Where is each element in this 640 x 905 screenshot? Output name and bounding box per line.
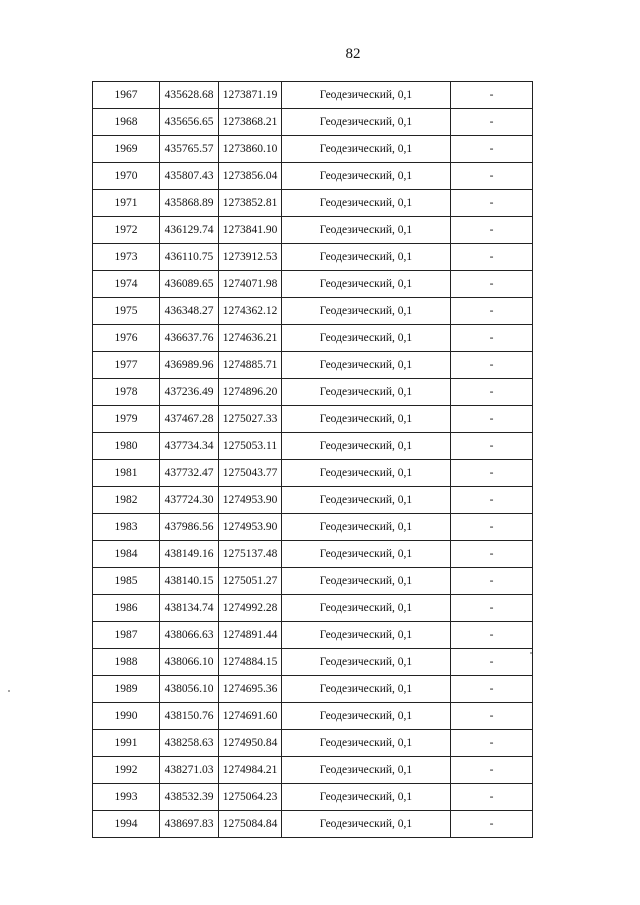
point-number-cell: 1983 [93,514,160,541]
method-accuracy-cell: Геодезический, 0,1 [282,784,451,811]
point-number-cell: 1980 [93,433,160,460]
y-coordinate-cell: 1274953.90 [219,514,282,541]
table-row [93,298,533,325]
method-accuracy-cell: Геодезический, 0,1 [282,271,451,298]
point-number-cell: 1987 [93,622,160,649]
point-number-cell: 1992 [93,757,160,784]
method-accuracy-cell: Геодезический, 0,1 [282,568,451,595]
method-accuracy-cell: Геодезический, 0,1 [282,541,451,568]
y-coordinate-cell: 1275051.27 [219,568,282,595]
x-coordinate-cell: 438056.10 [160,676,219,703]
point-number-cell: 1994 [93,811,160,838]
x-coordinate-cell: 436129.74 [160,217,219,244]
x-coordinate-cell: 435807.43 [160,163,219,190]
method-accuracy-cell: Геодезический, 0,1 [282,298,451,325]
x-coordinate-cell: 438532.39 [160,784,219,811]
method-accuracy-cell: Геодезический, 0,1 [282,460,451,487]
point-number-cell: 1973 [93,244,160,271]
table-row [93,109,533,136]
x-coordinate-cell: 436637.76 [160,325,219,352]
method-accuracy-cell: Геодезический, 0,1 [282,325,451,352]
x-coordinate-cell: 436989.96 [160,352,219,379]
x-coordinate-cell: 438140.15 [160,568,219,595]
y-coordinate-cell: 1275064.23 [219,784,282,811]
table-row [93,811,533,838]
scan-speck [530,652,532,654]
x-coordinate-cell: 437467.28 [160,406,219,433]
method-accuracy-cell: Геодезический, 0,1 [282,595,451,622]
table-row [93,352,533,379]
x-coordinate-cell: 435868.89 [160,190,219,217]
description-cell: - [451,622,533,649]
y-coordinate-cell: 1274992.28 [219,595,282,622]
point-number-cell: 1974 [93,271,160,298]
table-row [93,136,533,163]
method-accuracy-cell: Геодезический, 0,1 [282,190,451,217]
x-coordinate-cell: 438258.63 [160,730,219,757]
point-number-cell: 1981 [93,460,160,487]
y-coordinate-cell: 1274950.84 [219,730,282,757]
x-coordinate-cell: 438149.16 [160,541,219,568]
point-number-cell: 1986 [93,595,160,622]
x-coordinate-cell: 437236.49 [160,379,219,406]
description-cell: - [451,379,533,406]
table-row [93,433,533,460]
description-cell: - [451,811,533,838]
x-coordinate-cell: 438134.74 [160,595,219,622]
point-number-cell: 1971 [93,190,160,217]
table-row [93,514,533,541]
description-cell: - [451,703,533,730]
method-accuracy-cell: Геодезический, 0,1 [282,109,451,136]
y-coordinate-cell: 1275043.77 [219,460,282,487]
description-cell: - [451,568,533,595]
x-coordinate-cell: 437724.30 [160,487,219,514]
table-row [93,163,533,190]
method-accuracy-cell: Геодезический, 0,1 [282,82,451,109]
table-row [93,784,533,811]
description-cell: - [451,82,533,109]
point-number-cell: 1969 [93,136,160,163]
x-coordinate-cell: 435628.68 [160,82,219,109]
table-row [93,622,533,649]
y-coordinate-cell: 1275027.33 [219,406,282,433]
x-coordinate-cell: 437734.34 [160,433,219,460]
description-cell: - [451,163,533,190]
description-cell: - [451,190,533,217]
method-accuracy-cell: Геодезический, 0,1 [282,811,451,838]
table-row [93,541,533,568]
x-coordinate-cell: 436110.75 [160,244,219,271]
x-coordinate-cell: 438066.63 [160,622,219,649]
scan-speck [8,690,10,692]
point-number-cell: 1970 [93,163,160,190]
point-number-cell: 1977 [93,352,160,379]
point-number-cell: 1967 [93,82,160,109]
x-coordinate-cell: 438697.83 [160,811,219,838]
point-number-cell: 1979 [93,406,160,433]
y-coordinate-cell: 1274896.20 [219,379,282,406]
table-row [93,595,533,622]
table-row [93,271,533,298]
point-number-cell: 1991 [93,730,160,757]
point-number-cell: 1993 [93,784,160,811]
x-coordinate-cell: 438150.76 [160,703,219,730]
table-row [93,217,533,244]
y-coordinate-cell: 1274362.12 [219,298,282,325]
y-coordinate-cell: 1274885.71 [219,352,282,379]
x-coordinate-cell: 436089.65 [160,271,219,298]
description-cell: - [451,244,533,271]
y-coordinate-cell: 1275053.11 [219,433,282,460]
y-coordinate-cell: 1274984.21 [219,757,282,784]
y-coordinate-cell: 1274953.90 [219,487,282,514]
table-row [93,244,533,271]
table-row [93,82,533,109]
method-accuracy-cell: Геодезический, 0,1 [282,730,451,757]
description-cell: - [451,730,533,757]
description-cell: - [451,271,533,298]
x-coordinate-cell: 437986.56 [160,514,219,541]
method-accuracy-cell: Геодезический, 0,1 [282,649,451,676]
point-number-cell: 1972 [93,217,160,244]
table-row [93,757,533,784]
method-accuracy-cell: Геодезический, 0,1 [282,676,451,703]
x-coordinate-cell: 436348.27 [160,298,219,325]
table-row [93,703,533,730]
y-coordinate-cell: 1273856.04 [219,163,282,190]
description-cell: - [451,433,533,460]
method-accuracy-cell: Геодезический, 0,1 [282,352,451,379]
y-coordinate-cell: 1274884.15 [219,649,282,676]
y-coordinate-cell: 1273860.10 [219,136,282,163]
y-coordinate-cell: 1275084.84 [219,811,282,838]
method-accuracy-cell: Геодезический, 0,1 [282,703,451,730]
method-accuracy-cell: Геодезический, 0,1 [282,622,451,649]
x-coordinate-cell: 435656.65 [160,109,219,136]
method-accuracy-cell: Геодезический, 0,1 [282,757,451,784]
x-coordinate-cell: 438271.03 [160,757,219,784]
y-coordinate-cell: 1273841.90 [219,217,282,244]
description-cell: - [451,595,533,622]
y-coordinate-cell: 1275137.48 [219,541,282,568]
table-row [93,676,533,703]
y-coordinate-cell: 1273912.53 [219,244,282,271]
description-cell: - [451,757,533,784]
description-cell: - [451,460,533,487]
description-cell: - [451,136,533,163]
method-accuracy-cell: Геодезический, 0,1 [282,433,451,460]
y-coordinate-cell: 1274691.60 [219,703,282,730]
method-accuracy-cell: Геодезический, 0,1 [282,487,451,514]
y-coordinate-cell: 1274636.21 [219,325,282,352]
description-cell: - [451,541,533,568]
table-row [93,730,533,757]
point-number-cell: 1968 [93,109,160,136]
y-coordinate-cell: 1273871.19 [219,82,282,109]
table-row [93,379,533,406]
table-row [93,460,533,487]
description-cell: - [451,109,533,136]
method-accuracy-cell: Геодезический, 0,1 [282,406,451,433]
description-cell: - [451,649,533,676]
description-cell: - [451,514,533,541]
table-row [93,325,533,352]
point-number-cell: 1975 [93,298,160,325]
table-row [93,190,533,217]
table-row [93,649,533,676]
method-accuracy-cell: Геодезический, 0,1 [282,163,451,190]
coordinates-table [92,81,533,838]
method-accuracy-cell: Геодезический, 0,1 [282,514,451,541]
point-number-cell: 1989 [93,676,160,703]
y-coordinate-cell: 1274891.44 [219,622,282,649]
y-coordinate-cell: 1273868.21 [219,109,282,136]
point-number-cell: 1990 [93,703,160,730]
point-number-cell: 1976 [93,325,160,352]
table-row [93,487,533,514]
method-accuracy-cell: Геодезический, 0,1 [282,217,451,244]
x-coordinate-cell: 438066.10 [160,649,219,676]
description-cell: - [451,298,533,325]
point-number-cell: 1984 [93,541,160,568]
page-number: 82 [345,46,361,62]
description-cell: - [451,217,533,244]
point-number-cell: 1982 [93,487,160,514]
coordinates-table-body [93,82,533,838]
y-coordinate-cell: 1273852.81 [219,190,282,217]
method-accuracy-cell: Геодезический, 0,1 [282,136,451,163]
description-cell: - [451,487,533,514]
table-row [93,568,533,595]
description-cell: - [451,352,533,379]
table-row [93,406,533,433]
method-accuracy-cell: Геодезический, 0,1 [282,244,451,271]
description-cell: - [451,784,533,811]
y-coordinate-cell: 1274071.98 [219,271,282,298]
point-number-cell: 1985 [93,568,160,595]
point-number-cell: 1988 [93,649,160,676]
y-coordinate-cell: 1274695.36 [219,676,282,703]
x-coordinate-cell: 435765.57 [160,136,219,163]
description-cell: - [451,676,533,703]
method-accuracy-cell: Геодезический, 0,1 [282,379,451,406]
description-cell: - [451,325,533,352]
description-cell: - [451,406,533,433]
point-number-cell: 1978 [93,379,160,406]
x-coordinate-cell: 437732.47 [160,460,219,487]
